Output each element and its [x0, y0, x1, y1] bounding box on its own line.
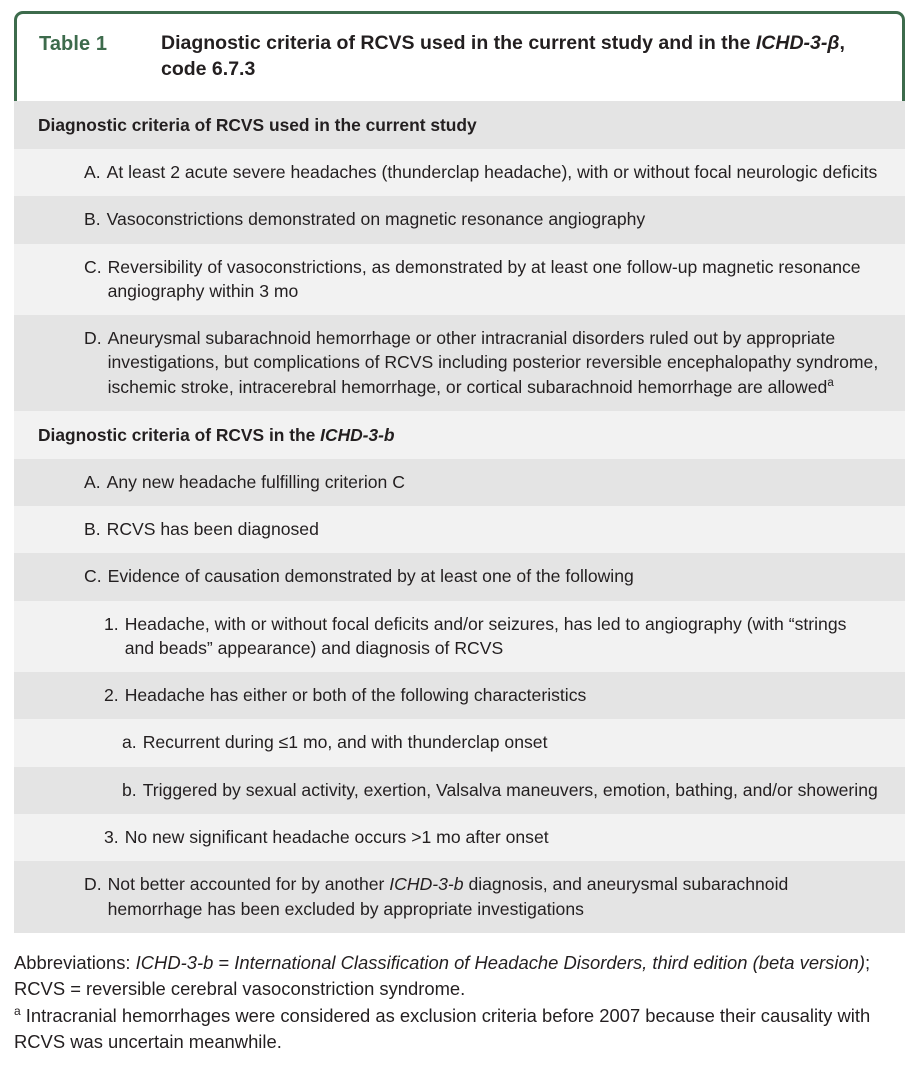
footnote-ref-a: a	[827, 376, 834, 389]
criteria-row	[14, 506, 905, 553]
criteria-row	[14, 459, 905, 506]
table-number-label: Table 1	[39, 33, 108, 55]
item-text: Vasoconstrictions demonstrated on magnetic resonance angiography	[106, 209, 646, 230]
criteria-row	[14, 672, 905, 719]
item-marker: C.	[84, 256, 102, 277]
criteria-row	[14, 196, 905, 243]
item-marker: D.	[84, 874, 102, 895]
item-text: At least 2 acute severe headaches (thunderclap headache), with or without focal neurologic deficits	[106, 162, 878, 183]
table-title-italic-code: ICHD-3-β	[755, 32, 840, 54]
criteria-row	[14, 149, 905, 196]
item-text: Reversibility of vasoconstrictions, as demonstrated by at least one follow-up magnetic resonance angiography within 3 mo	[107, 256, 861, 301]
ichd-item-b	[40, 517, 879, 541]
item-text-before: Not better accounted for by another	[107, 874, 390, 895]
item-text: RCVS has been diagnosed	[106, 519, 319, 540]
section-heading-current-study	[14, 101, 905, 149]
table-header	[14, 11, 905, 101]
item-marker: 3.	[104, 827, 119, 848]
item-text-body: Aneurysmal subarachnoid hemorrhage or other intracranial disorders ruled out by appropriate investigations, but complications of RCVS including posterior reversible encephalopathy syndrome, ischemic stroke, intracerebral hemorrhage, or cortical subarachnoid hemorrhage are allowed	[107, 328, 879, 397]
criteria-row	[14, 861, 905, 933]
ichd-item-c	[40, 564, 879, 588]
item-marker: 1.	[104, 613, 119, 634]
footnote-text: Intracranial hemorrhages were considered as exclusion criteria before 2007 because their causality with RCVS was uncertain meanwhile.	[14, 1005, 871, 1053]
ichd-subitem-a	[40, 730, 879, 754]
table-1-figure	[0, 11, 919, 1078]
section-heading-text: Diagnostic criteria of RCVS used in the current study	[38, 115, 477, 135]
abbrev-definition-beta: (beta version)	[752, 951, 866, 973]
criteria-row	[14, 767, 905, 814]
item-marker: B.	[84, 519, 101, 540]
item-text	[108, 872, 879, 921]
item-text: Triggered by sexual activity, exertion, Valsalva maneuvers, emotion, bathing, and/or showering	[142, 779, 878, 800]
item-text: Evidence of causation demonstrated by at least one of the following	[107, 566, 634, 587]
item-text-after: diagnosis, and aneurysmal subarachnoid hemorrhage has been excluded by appropriate investigations	[107, 874, 789, 919]
ichd-subitem-2	[40, 683, 879, 707]
abbrev-term-ichd: ICHD-3-b	[135, 951, 214, 973]
table-footer	[14, 950, 905, 1056]
item-text: Headache, with or without focal deficits and/or seizures, has led to angiography (with “strings and beads” appearance) and diagnosis of RCVS	[124, 613, 847, 658]
item-marker: A.	[84, 162, 101, 183]
item-text-italic: ICHD-3-b	[389, 874, 464, 895]
abbrev-definition: International Classification of Headache Disorders, third edition	[234, 951, 748, 973]
item-marker: A.	[84, 471, 101, 492]
criteria-row	[14, 601, 905, 673]
item-marker: C.	[84, 566, 102, 587]
item-text: Recurrent during ≤1 mo, and with thunderclap onset	[142, 732, 548, 753]
criteria-item-a	[40, 160, 879, 184]
ichd-subitem-3	[40, 825, 879, 849]
table-title-part1: Diagnostic criteria of RCVS used in the current study and in the	[161, 32, 756, 54]
item-text	[108, 326, 879, 399]
table-title	[161, 30, 884, 82]
ichd-item-a	[40, 470, 879, 494]
table-title-part2: , code 6.7.3	[161, 32, 845, 81]
item-marker: D.	[84, 328, 102, 349]
criteria-row	[14, 553, 905, 600]
footnote-a	[14, 1003, 905, 1055]
criteria-item-d	[40, 326, 879, 399]
item-text: Headache has either or both of the following characteristics	[124, 685, 587, 706]
table-body	[14, 101, 905, 933]
criteria-item-c	[40, 255, 879, 304]
item-text: No new significant headache occurs >1 mo after onset	[124, 827, 549, 848]
criteria-row	[14, 719, 905, 766]
section-heading-text: Diagnostic criteria of RCVS in the	[38, 424, 321, 445]
ichd-subitem-1	[40, 612, 879, 661]
section-heading-ichd	[14, 411, 905, 459]
abbreviations-label: Abbreviations:	[14, 951, 136, 973]
criteria-item-b	[40, 207, 879, 231]
criteria-row	[14, 244, 905, 316]
criteria-row	[14, 315, 905, 411]
abbrev-equals: =	[213, 951, 235, 973]
item-marker: b.	[122, 779, 137, 800]
abbreviations-line	[14, 950, 905, 1002]
section-heading-italic: ICHD-3-b	[320, 424, 395, 445]
criteria-row	[14, 814, 905, 861]
footnote-marker: a	[14, 1003, 21, 1018]
item-text: Any new headache fulfilling criterion C	[106, 471, 405, 492]
item-marker: 2.	[104, 685, 119, 706]
ichd-item-d	[40, 872, 879, 921]
ichd-subitem-b	[40, 778, 879, 802]
item-marker: B.	[84, 209, 101, 230]
abbrev-rcvs: ; RCVS = reversible cerebral vasoconstriction syndrome.	[14, 951, 871, 999]
item-marker: a.	[122, 732, 137, 753]
